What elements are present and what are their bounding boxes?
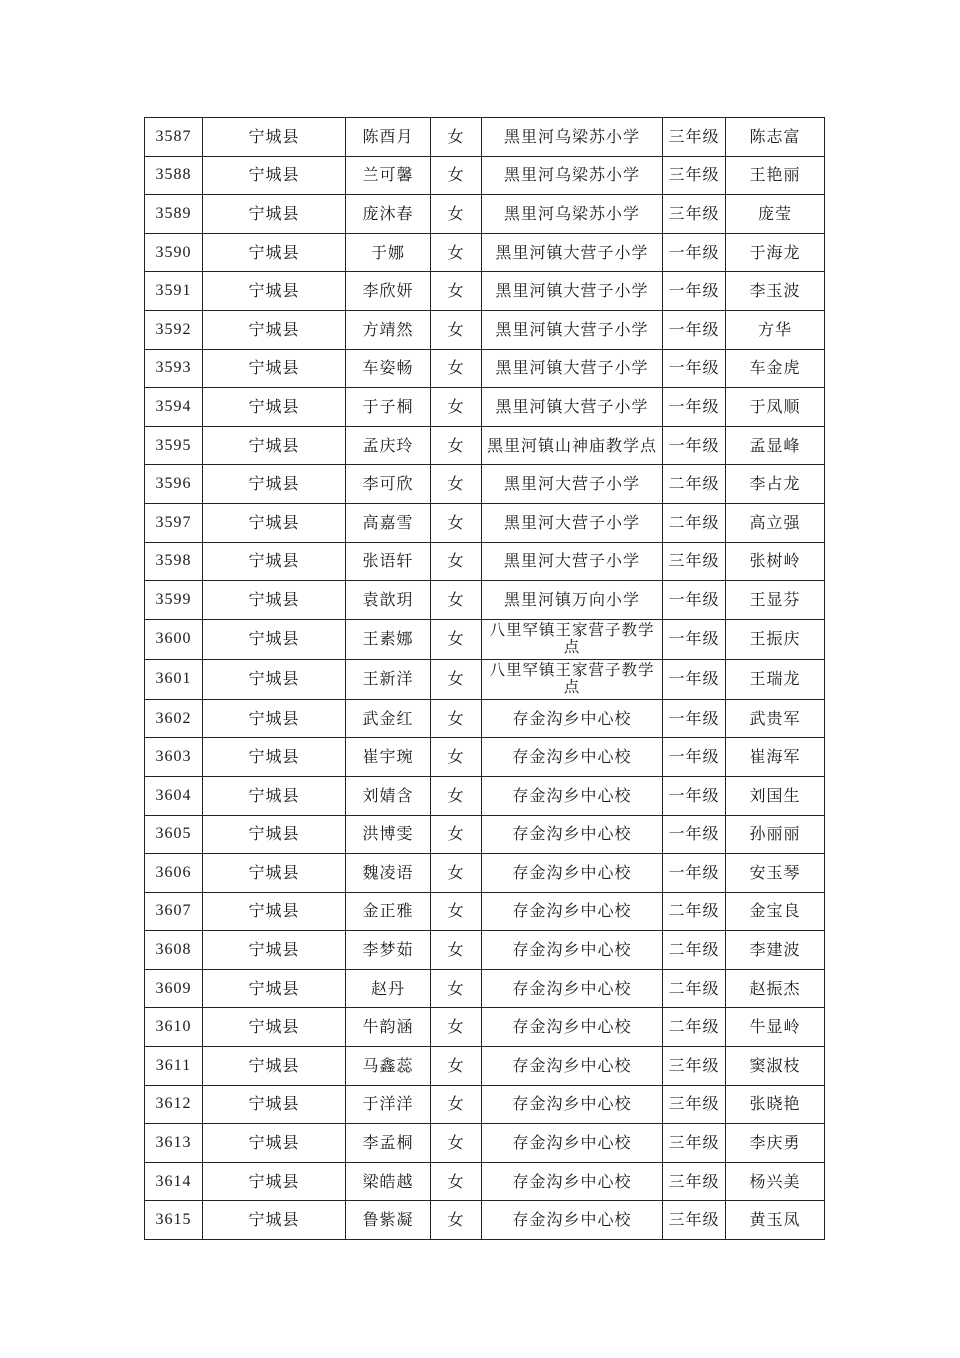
cell-guardian: 王显芬 [726, 581, 825, 620]
cell-guardian: 王瑞龙 [726, 659, 825, 699]
cell-guardian: 李玉波 [726, 272, 825, 311]
cell-school: 存金沟乡中心校 [482, 1008, 663, 1047]
cell-student-name: 袁歆玥 [346, 581, 431, 620]
cell-county: 宁城县 [203, 195, 346, 234]
cell-county: 宁城县 [203, 426, 346, 465]
cell-grade: 二年级 [663, 969, 726, 1008]
cell-county: 宁城县 [203, 118, 346, 157]
table-row [145, 118, 825, 157]
table-row [145, 310, 825, 349]
cell-county: 宁城县 [203, 272, 346, 311]
cell-number: 3607 [145, 892, 203, 931]
cell-guardian: 李庆勇 [726, 1124, 825, 1163]
cell-school: 黑里河镇大营子小学 [482, 272, 663, 311]
cell-county: 宁城县 [203, 503, 346, 542]
cell-gender: 女 [431, 426, 482, 465]
cell-county: 宁城县 [203, 892, 346, 931]
table-row [145, 503, 825, 542]
cell-gender: 女 [431, 1085, 482, 1124]
cell-gender: 女 [431, 195, 482, 234]
cell-student-name: 王素娜 [346, 619, 431, 659]
cell-student-name: 刘婧含 [346, 776, 431, 815]
cell-school: 黑里河镇大营子小学 [482, 388, 663, 427]
table-row [145, 542, 825, 581]
cell-student-name: 陈酉月 [346, 118, 431, 157]
cell-school: 存金沟乡中心校 [482, 854, 663, 893]
cell-county: 宁城县 [203, 1201, 346, 1240]
cell-student-name: 兰可馨 [346, 156, 431, 195]
cell-guardian: 李占龙 [726, 465, 825, 504]
cell-student-name: 张语轩 [346, 542, 431, 581]
cell-number: 3597 [145, 503, 203, 542]
cell-number: 3601 [145, 659, 203, 699]
cell-school: 存金沟乡中心校 [482, 1085, 663, 1124]
cell-school: 存金沟乡中心校 [482, 815, 663, 854]
cell-number: 3615 [145, 1201, 203, 1240]
cell-number: 3606 [145, 854, 203, 893]
cell-county: 宁城县 [203, 1124, 346, 1163]
cell-guardian: 王振庆 [726, 619, 825, 659]
cell-grade: 一年级 [663, 699, 726, 738]
cell-number: 3594 [145, 388, 203, 427]
cell-grade: 一年级 [663, 233, 726, 272]
table-row [145, 1201, 825, 1240]
cell-student-name: 李梦茹 [346, 931, 431, 970]
cell-school: 存金沟乡中心校 [482, 969, 663, 1008]
cell-county: 宁城县 [203, 581, 346, 620]
cell-county: 宁城县 [203, 699, 346, 738]
cell-grade: 一年级 [663, 426, 726, 465]
cell-grade: 一年级 [663, 738, 726, 777]
cell-number: 3609 [145, 969, 203, 1008]
table-row [145, 1162, 825, 1201]
cell-guardian: 窦淑枝 [726, 1047, 825, 1086]
cell-guardian: 庞莹 [726, 195, 825, 234]
cell-school: 八里罕镇王家营子教学点 [482, 659, 663, 699]
cell-gender: 女 [431, 349, 482, 388]
cell-grade: 二年级 [663, 465, 726, 504]
cell-gender: 女 [431, 815, 482, 854]
cell-grade: 一年级 [663, 310, 726, 349]
cell-guardian: 方华 [726, 310, 825, 349]
cell-county: 宁城县 [203, 854, 346, 893]
cell-number: 3598 [145, 542, 203, 581]
cell-gender: 女 [431, 776, 482, 815]
cell-school: 黑里河大营子小学 [482, 503, 663, 542]
cell-county: 宁城县 [203, 233, 346, 272]
cell-guardian: 高立强 [726, 503, 825, 542]
cell-number: 3610 [145, 1008, 203, 1047]
cell-guardian: 牛显岭 [726, 1008, 825, 1047]
cell-number: 3614 [145, 1162, 203, 1201]
cell-grade: 三年级 [663, 1124, 726, 1163]
cell-gender: 女 [431, 272, 482, 311]
cell-grade: 二年级 [663, 1008, 726, 1047]
cell-student-name: 李欣妍 [346, 272, 431, 311]
cell-gender: 女 [431, 1162, 482, 1201]
table-row [145, 195, 825, 234]
table-row [145, 272, 825, 311]
cell-student-name: 赵丹 [346, 969, 431, 1008]
cell-student-name: 鲁紫凝 [346, 1201, 431, 1240]
cell-gender: 女 [431, 542, 482, 581]
cell-grade: 三年级 [663, 118, 726, 157]
cell-number: 3602 [145, 699, 203, 738]
cell-number: 3611 [145, 1047, 203, 1086]
table-row [145, 581, 825, 620]
table-row [145, 1124, 825, 1163]
cell-school: 黑里河镇大营子小学 [482, 310, 663, 349]
cell-school: 黑里河乌梁苏小学 [482, 156, 663, 195]
cell-number: 3596 [145, 465, 203, 504]
table-row [145, 426, 825, 465]
cell-grade: 一年级 [663, 659, 726, 699]
cell-guardian: 孙丽丽 [726, 815, 825, 854]
cell-grade: 三年级 [663, 1085, 726, 1124]
cell-school: 存金沟乡中心校 [482, 1047, 663, 1086]
cell-gender: 女 [431, 738, 482, 777]
cell-school: 存金沟乡中心校 [482, 892, 663, 931]
cell-number: 3599 [145, 581, 203, 620]
cell-student-name: 崔宇琬 [346, 738, 431, 777]
cell-school: 黑里河镇万向小学 [482, 581, 663, 620]
cell-school: 黑里河镇山神庙教学点 [482, 426, 663, 465]
cell-county: 宁城县 [203, 659, 346, 699]
cell-county: 宁城县 [203, 738, 346, 777]
cell-gender: 女 [431, 969, 482, 1008]
cell-grade: 三年级 [663, 1047, 726, 1086]
table-row [145, 156, 825, 195]
cell-county: 宁城县 [203, 1085, 346, 1124]
table-row [145, 892, 825, 931]
table-row [145, 931, 825, 970]
cell-student-name: 于洋洋 [346, 1085, 431, 1124]
cell-school: 存金沟乡中心校 [482, 699, 663, 738]
cell-grade: 一年级 [663, 854, 726, 893]
cell-gender: 女 [431, 388, 482, 427]
cell-student-name: 车姿畅 [346, 349, 431, 388]
cell-gender: 女 [431, 699, 482, 738]
cell-student-name: 方靖然 [346, 310, 431, 349]
cell-grade: 一年级 [663, 776, 726, 815]
table-row [145, 738, 825, 777]
table-row [145, 815, 825, 854]
table-row [145, 1047, 825, 1086]
cell-student-name: 李孟桐 [346, 1124, 431, 1163]
cell-county: 宁城县 [203, 542, 346, 581]
cell-grade: 三年级 [663, 195, 726, 234]
table-row [145, 233, 825, 272]
roster-table [144, 117, 825, 1240]
cell-guardian: 张树岭 [726, 542, 825, 581]
cell-student-name: 武金红 [346, 699, 431, 738]
cell-county: 宁城县 [203, 465, 346, 504]
cell-gender: 女 [431, 465, 482, 504]
cell-guardian: 刘国生 [726, 776, 825, 815]
cell-number: 3587 [145, 118, 203, 157]
table-row [145, 465, 825, 504]
cell-number: 3591 [145, 272, 203, 311]
cell-school: 存金沟乡中心校 [482, 1124, 663, 1163]
cell-guardian: 安玉琴 [726, 854, 825, 893]
cell-student-name: 于子桐 [346, 388, 431, 427]
cell-guardian: 车金虎 [726, 349, 825, 388]
table-row [145, 776, 825, 815]
cell-gender: 女 [431, 659, 482, 699]
cell-grade: 三年级 [663, 542, 726, 581]
cell-county: 宁城县 [203, 388, 346, 427]
table-row [145, 1085, 825, 1124]
cell-number: 3605 [145, 815, 203, 854]
cell-grade: 三年级 [663, 156, 726, 195]
cell-school: 黑里河乌梁苏小学 [482, 118, 663, 157]
cell-grade: 一年级 [663, 388, 726, 427]
cell-grade: 二年级 [663, 931, 726, 970]
cell-county: 宁城县 [203, 1162, 346, 1201]
cell-grade: 二年级 [663, 892, 726, 931]
cell-grade: 三年级 [663, 1162, 726, 1201]
cell-number: 3604 [145, 776, 203, 815]
cell-gender: 女 [431, 503, 482, 542]
cell-guardian: 于凤顺 [726, 388, 825, 427]
cell-student-name: 金正雅 [346, 892, 431, 931]
table-row [145, 699, 825, 738]
cell-county: 宁城县 [203, 815, 346, 854]
table-row [145, 349, 825, 388]
cell-gender: 女 [431, 1201, 482, 1240]
table-row [145, 969, 825, 1008]
cell-student-name: 高嘉雪 [346, 503, 431, 542]
cell-number: 3595 [145, 426, 203, 465]
cell-guardian: 赵振杰 [726, 969, 825, 1008]
cell-guardian: 黄玉凤 [726, 1201, 825, 1240]
cell-gender: 女 [431, 854, 482, 893]
cell-number: 3588 [145, 156, 203, 195]
cell-school: 黑里河镇大营子小学 [482, 349, 663, 388]
cell-number: 3589 [145, 195, 203, 234]
cell-gender: 女 [431, 931, 482, 970]
cell-student-name: 庞沐春 [346, 195, 431, 234]
cell-gender: 女 [431, 1124, 482, 1163]
cell-county: 宁城县 [203, 776, 346, 815]
cell-school: 存金沟乡中心校 [482, 1162, 663, 1201]
cell-guardian: 于海龙 [726, 233, 825, 272]
cell-guardian: 李建波 [726, 931, 825, 970]
cell-county: 宁城县 [203, 1008, 346, 1047]
cell-school: 存金沟乡中心校 [482, 776, 663, 815]
cell-school: 八里罕镇王家营子教学点 [482, 619, 663, 659]
cell-number: 3603 [145, 738, 203, 777]
cell-guardian: 王艳丽 [726, 156, 825, 195]
cell-student-name: 魏凌语 [346, 854, 431, 893]
cell-number: 3600 [145, 619, 203, 659]
cell-guardian: 张晓艳 [726, 1085, 825, 1124]
cell-student-name: 于娜 [346, 233, 431, 272]
cell-county: 宁城县 [203, 310, 346, 349]
cell-student-name: 马鑫蕊 [346, 1047, 431, 1086]
cell-gender: 女 [431, 233, 482, 272]
cell-number: 3593 [145, 349, 203, 388]
cell-grade: 三年级 [663, 1201, 726, 1240]
cell-gender: 女 [431, 619, 482, 659]
cell-school: 存金沟乡中心校 [482, 738, 663, 777]
cell-guardian: 金宝良 [726, 892, 825, 931]
table-row [145, 1008, 825, 1047]
roster-body [145, 118, 825, 1240]
cell-student-name: 孟庆玲 [346, 426, 431, 465]
cell-guardian: 杨兴美 [726, 1162, 825, 1201]
cell-guardian: 陈志富 [726, 118, 825, 157]
cell-grade: 一年级 [663, 619, 726, 659]
cell-gender: 女 [431, 156, 482, 195]
cell-student-name: 牛韵涵 [346, 1008, 431, 1047]
cell-number: 3612 [145, 1085, 203, 1124]
cell-gender: 女 [431, 892, 482, 931]
cell-grade: 一年级 [663, 815, 726, 854]
cell-number: 3608 [145, 931, 203, 970]
table-row [145, 619, 825, 659]
cell-student-name: 洪博雯 [346, 815, 431, 854]
table-row [145, 659, 825, 699]
cell-grade: 二年级 [663, 503, 726, 542]
cell-county: 宁城县 [203, 1047, 346, 1086]
cell-county: 宁城县 [203, 931, 346, 970]
cell-county: 宁城县 [203, 619, 346, 659]
cell-school: 黑里河镇大营子小学 [482, 233, 663, 272]
cell-gender: 女 [431, 118, 482, 157]
table-row [145, 388, 825, 427]
cell-number: 3590 [145, 233, 203, 272]
cell-county: 宁城县 [203, 156, 346, 195]
cell-county: 宁城县 [203, 349, 346, 388]
cell-gender: 女 [431, 1047, 482, 1086]
cell-gender: 女 [431, 310, 482, 349]
cell-county: 宁城县 [203, 969, 346, 1008]
cell-school: 黑里河大营子小学 [482, 465, 663, 504]
table-row [145, 854, 825, 893]
cell-student-name: 梁皓越 [346, 1162, 431, 1201]
cell-grade: 一年级 [663, 581, 726, 620]
cell-student-name: 李可欣 [346, 465, 431, 504]
cell-guardian: 孟显峰 [726, 426, 825, 465]
cell-guardian: 武贵军 [726, 699, 825, 738]
cell-school: 存金沟乡中心校 [482, 1201, 663, 1240]
cell-grade: 一年级 [663, 272, 726, 311]
cell-gender: 女 [431, 1008, 482, 1047]
cell-guardian: 崔海军 [726, 738, 825, 777]
cell-school: 存金沟乡中心校 [482, 931, 663, 970]
cell-school: 黑里河乌梁苏小学 [482, 195, 663, 234]
cell-school: 黑里河大营子小学 [482, 542, 663, 581]
cell-grade: 一年级 [663, 349, 726, 388]
cell-number: 3592 [145, 310, 203, 349]
cell-student-name: 王新洋 [346, 659, 431, 699]
cell-number: 3613 [145, 1124, 203, 1163]
cell-gender: 女 [431, 581, 482, 620]
